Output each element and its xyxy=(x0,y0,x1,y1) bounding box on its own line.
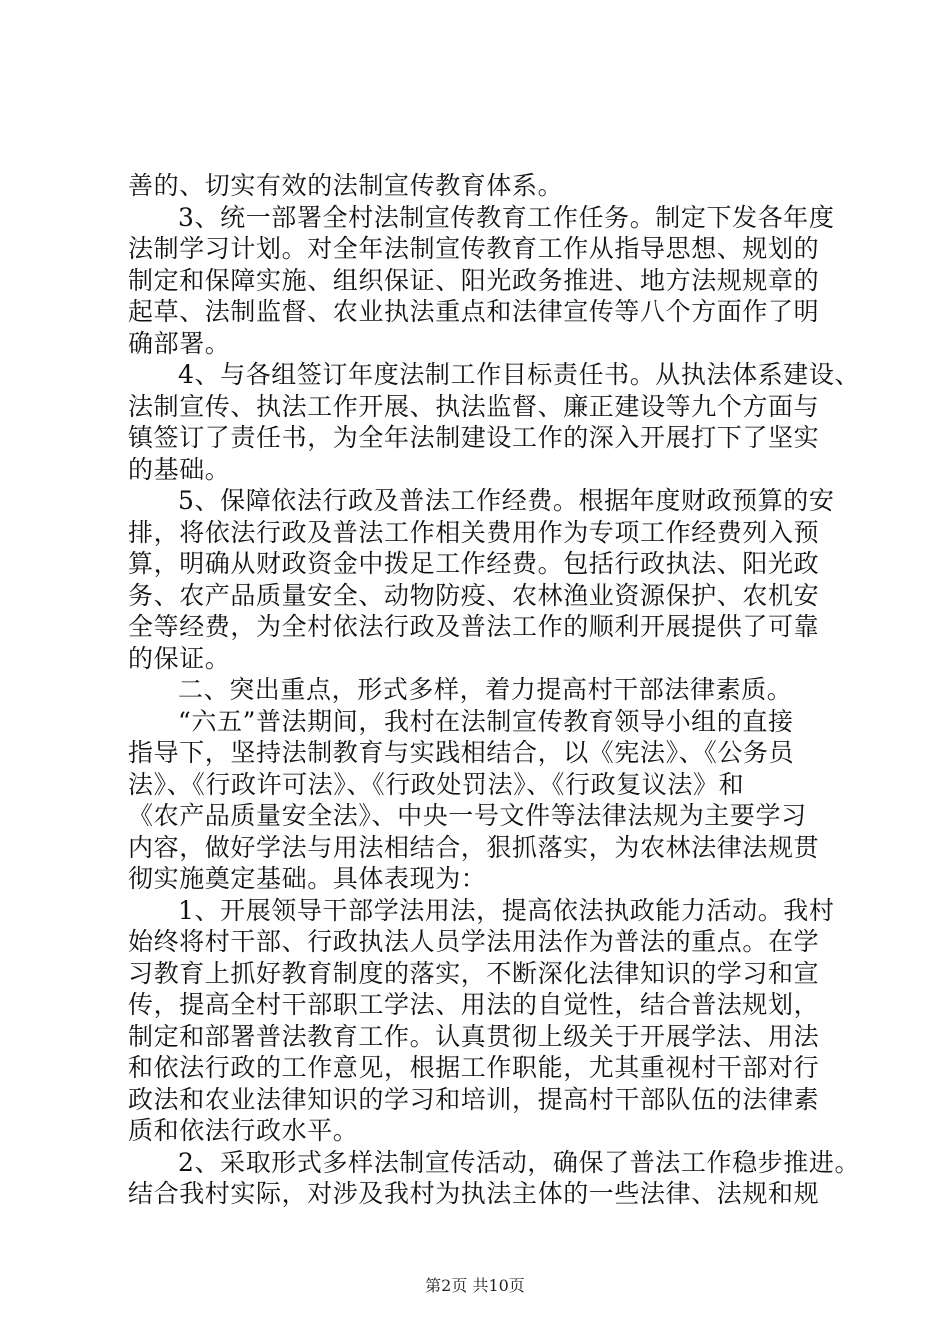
text-line: 质和依法行政水平。 xyxy=(128,1116,359,1145)
text-line: 4、与各组签订年度法制工作目标责任书。从执法体系建设、 xyxy=(178,360,861,389)
text-line: 法》、《行政许可法》、《行政处罚法》、《行政复议法》和 xyxy=(128,769,745,799)
text-line: 结合我村实际，对涉及我村为执法主体的一些法律、法规和规 xyxy=(128,1179,820,1208)
text-line: 排，将依法行政及普法工作相关费用作为专项工作经费列入预 xyxy=(128,517,820,547)
page-footer: 第2页 共10页 xyxy=(425,1276,525,1295)
text-line: 法制学习计划。对全年法制宣传教育工作从指导思想、规划的 xyxy=(128,234,820,263)
text-line: 彻实施奠定基础。具体表现为： xyxy=(128,864,487,893)
text-line: 务、农产品质量安全、动物防疫、农林渔业资源保护、农机安 xyxy=(128,580,820,610)
text-line: 的基础。 xyxy=(128,454,231,484)
text-line: 的保证。 xyxy=(128,643,231,673)
text-line: 始终将村干部、行政执法人员学法用法作为普法的重点。在学 xyxy=(128,927,820,956)
text-line: “六五”普法期间，我村在法制宣传教育领导小组的直接 xyxy=(178,706,794,736)
text-line: 制定和部署普法教育工作。认真贯彻上级关于开展学法、用法 xyxy=(128,1021,820,1051)
text-line: 全等经费，为全村依法行政及普法工作的顺利开展提供了可靠 xyxy=(128,612,820,641)
text-line: 5、保障依法行政及普法工作经费。根据年度财政预算的安 xyxy=(178,486,835,515)
text-line: 二、突出重点，形式多样，着力提高村干部法律素质。 xyxy=(178,675,793,704)
text-line: 镇签订了责任书，为全年法制建设工作的深入开展打下了坚实 xyxy=(128,423,820,452)
text-line: 和依法行政的工作意见，根据工作职能，尤其重视村干部对行 xyxy=(128,1053,820,1082)
text-line: 习教育上抓好教育制度的落实，不断深化法律知识的学习和宣 xyxy=(128,958,820,988)
text-line: 算，明确从财政资金中拨足工作经费。包括行政执法、阳光政 xyxy=(128,549,820,578)
text-line: 法制宣传、执法工作开展、执法监督、廉正建设等九个方面与 xyxy=(128,391,820,421)
text-line: 确部署。 xyxy=(128,328,231,358)
text-line: 1、开展领导干部学法用法，提高依法执政能力活动。我村 xyxy=(178,895,835,925)
text-line: 指导下，坚持法制教育与实践相结合，以《宪法》、《公务员 xyxy=(128,738,795,767)
document-body xyxy=(128,170,861,1210)
text-line: 3、统一部署全村法制宣传教育工作任务。制定下发各年度 xyxy=(178,202,835,232)
text-line: 善的、切实有效的法制宣传教育体系。 xyxy=(128,171,564,200)
text-line: 内容，做好学法与用法相结合，狠抓落实，为农林法律法规贯 xyxy=(128,832,820,862)
text-line: 制定和保障实施、组织保证、阳光政务推进、地方法规规章的 xyxy=(128,265,820,295)
text-line: 《农产品质量安全法》、中央一号文件等法律法规为主要学习 xyxy=(128,801,807,830)
text-line: 传，提高全村干部职工学法、用法的自觉性，结合普法规划， xyxy=(128,990,820,1019)
text-line: 2、采取形式多样法制宣传活动，确保了普法工作稳步推进。 xyxy=(178,1147,861,1177)
text-line: 政法和农业法律知识的学习和培训，提高村干部队伍的法律素 xyxy=(128,1084,820,1114)
text-line: 起草、法制监督、农业执法重点和法律宣传等八个方面作了明 xyxy=(128,297,820,326)
